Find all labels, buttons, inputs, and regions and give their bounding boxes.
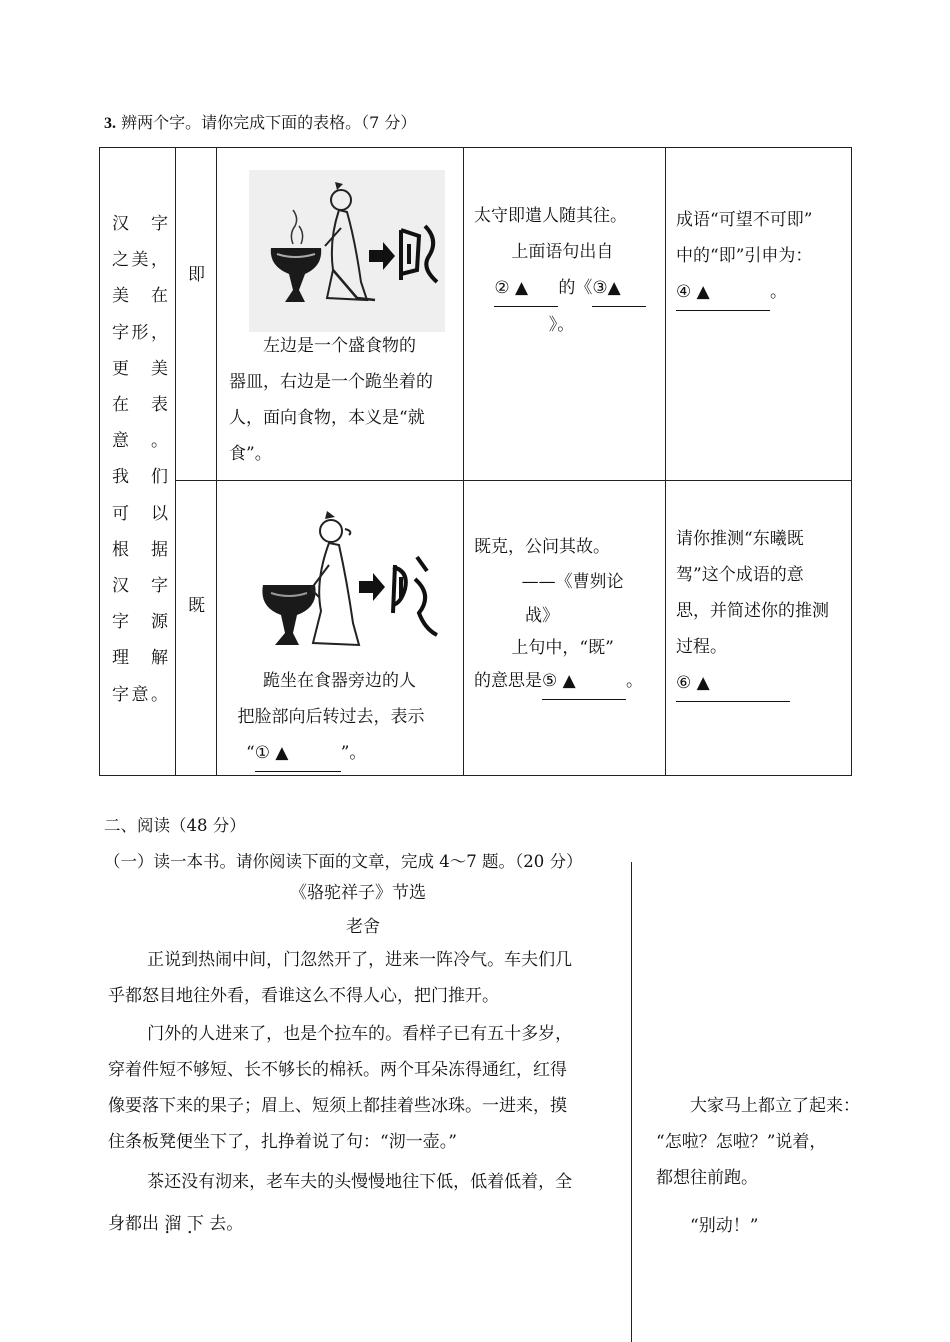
idiom-ji-line: 中的“即”引申为： [676,246,813,266]
intro-line: 理 解 [112,648,168,669]
side-line: “怎啦？怎啦？”说着， [656,1132,827,1152]
desc-ji-line: 器皿，右边是一个跪坐着的 [229,372,433,392]
intro-line: 之美， [112,250,168,271]
desc-jishi-open-quote: “ [246,743,255,763]
char-jishi: 既 [188,596,205,616]
idiom-jishi-line: 思，并简述你的推测 [676,601,829,621]
source-ji-prompt: 上面语句出自 [511,242,614,262]
answer-blank-3[interactable]: ③▲ [592,270,646,307]
answer-blank-4[interactable]: ④ ▲ [676,274,770,311]
idiom-ji-end: 。 [770,282,787,302]
intro-line: 意 。 [112,431,168,452]
desc-ji-line: 食”。 [229,444,272,464]
intro-line: 根 据 [112,539,168,560]
idiom-cell-jishi [666,481,852,776]
source-cell-jishi [464,481,666,776]
desc-ji-line: 人，面向食物，本义是“就 [229,408,425,428]
source-ji-of: 的《 [558,278,593,298]
image-cell-jishi [217,481,464,776]
source-ji [474,198,654,343]
answer-blank-2[interactable]: ② ▲ [494,270,558,307]
source-jishi-end: 。 [626,671,643,691]
intro-line: 汉 字 [112,576,168,597]
char-cell-jishi [176,481,217,776]
question-text: 辨两个字。请你完成下面的表格。（7 分） [121,113,417,132]
idiom-jishi-line: 驾”这个成语的意 [676,565,804,585]
source-cell-ji [464,148,666,481]
intro-line: 我 们 [112,467,168,488]
article-title: 《骆驼祥子》节选 [290,883,426,903]
desc-jishi-close: ”。 [340,743,367,763]
intro-line: 更 美 [112,358,168,379]
idiom-ji [676,202,846,311]
article-line: 穿着件短不够短、长不够长的棉袄。两个耳朵冻得通红，红得 [108,1060,567,1080]
source-jishi-question: 上句中，“既” [511,638,614,658]
intro-line: 美 在 [112,286,168,307]
section-subheading: （一）读一本书。请你阅读下面的文章，完成 4～7 题。（20 分） [104,852,583,871]
article-author: 老舍 [346,917,380,937]
desc-ji [229,328,455,472]
side-column [656,1088,876,1244]
side-line: “别动！” [690,1216,759,1236]
article-line-start: 身都出 [108,1214,159,1234]
source-jishi-meaning: 的意思是 [474,671,542,691]
column-divider [631,862,632,1342]
kneeling-figure-vessel-icon [249,170,445,332]
answer-blank-5[interactable]: ⑤ ▲ [542,663,626,700]
desc-jishi-line: 跪坐在食器旁边的人 [263,671,416,691]
article-line: 茶还没有沏来，老车夫的头慢慢地往下低，低着低着，全 [147,1172,573,1192]
idiom-cell-ji [666,148,852,481]
article-line: 门外的人进来了，也是个拉车的。看样子已有五十多岁， [147,1024,573,1044]
section-heading: 二、阅读（48 分） [104,816,246,835]
source-ji-end: 》。 [548,315,575,335]
question-title [104,110,416,133]
article-line: 住条板凳便坐下了，扎挣着说了句：“沏一壶。” [108,1132,457,1152]
side-line: 都想往前跑。 [656,1168,758,1188]
idiom-jishi [676,521,846,702]
emphasized-char: 下 . [187,1214,204,1234]
source-jishi-citation: 战》 [525,606,559,626]
intro-line: 字 源 [112,612,168,633]
article-line: 乎都怒目地往外看，看谁这么不得人心，把门推开。 [108,986,499,1006]
turning-away-figure-vessel-icon [249,505,445,667]
source-jishi-citation: ——《曹刿论 [521,572,624,592]
article-line: 正说到热闹中间，门忽然开了，进来一阵冷气。车夫们几 [147,950,573,970]
idiom-jishi-line: 过程。 [676,637,727,657]
char-ji: 即 [188,265,205,285]
intro-line: 可 以 [112,503,168,524]
emphasized-char: 溜 . [164,1214,181,1234]
answer-blank-6[interactable]: ⑥ ▲ [676,665,790,702]
idiom-ji-line: 成语“可望不可即” [676,210,813,230]
answer-blank-1[interactable]: ① ▲ [255,735,341,772]
intro-line: 在 表 [112,395,168,416]
question-number: 3. [104,115,116,132]
char-cell-ji [176,148,217,481]
article-line-end: 去。 [209,1214,244,1234]
image-cell-ji [217,148,464,481]
source-ji-sentence: 太守即遣人随其往。 [474,206,627,226]
intro-line: 汉 字 [112,214,168,234]
idiom-jishi-line: 请你推测“东曦既 [676,529,804,549]
article-body [108,942,628,1242]
desc-ji-line: 左边是一个盛食物的 [263,336,416,356]
article-line: 像要落下来的果子；眉上、短须上都挂着些冰珠。一进来，摸 [108,1096,567,1116]
side-line: 大家马上都立了起来： [690,1096,860,1116]
character-table [99,147,852,776]
intro-line: 字意。 [112,684,168,705]
source-jishi-sentence: 既克，公问其故。 [474,537,610,557]
desc-jishi-line: 把脸部向后转过去，表示 [237,707,425,727]
intro-text [112,206,168,713]
intro-cell [100,148,176,776]
intro-line: 字形， [112,322,168,343]
source-jishi [474,529,654,700]
desc-jishi [229,663,455,772]
